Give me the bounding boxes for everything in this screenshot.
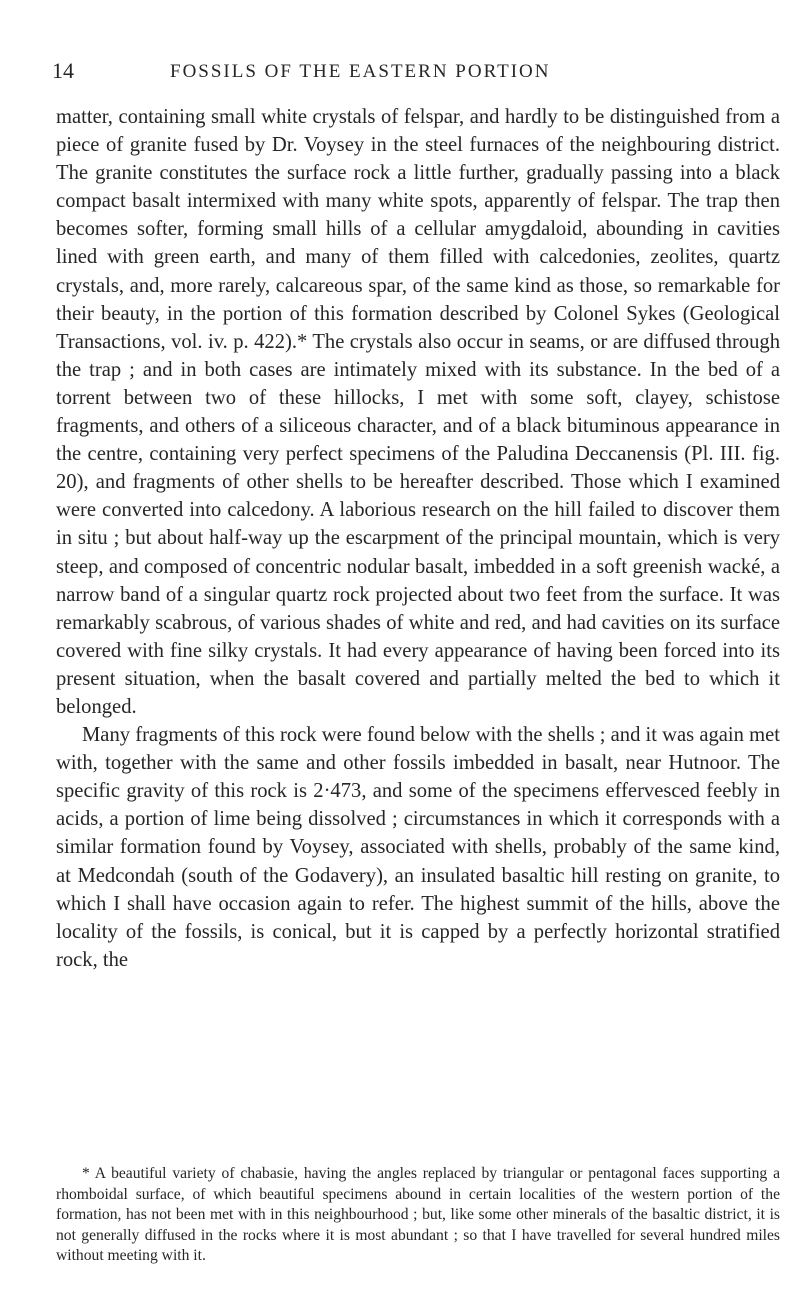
paragraph-1: matter, containing small white crystals of felspar, and hardly to be distinguished from a piece of granite fused by Dr. Voysey in the steel furnaces of the neighbouring district. The granite constitutes the surface rock a little further, gradually passing into a black compact basalt intermixed with many white spots, apparently of felspar. The trap then becomes softer, forming small hills of a cellular amygdaloid, abounding in cavities lined with green earth, and many of them filled with calcedonies, zeolites, quartz crystals, and, more rarely, calcareous spar, of the same kind as those, so remarkable for their beauty, in the portion of this formation described by Colonel Sykes (Geological Transactions, vol. iv. p. 422).* The crystals also occur in seams, or are diffused through the trap ; and in both cases are intimately mixed with its substance. In the bed of a torrent between two of these hillocks, I met with some soft, clayey, schistose fragments, and others of a siliceous character, and of a black bituminous appearance in the centre, containing very perfect specimens of the Paludina Deccanensis (Pl. III. fig. 20), and fragments of other shells to be hereafter described. Those which I examined were converted into calcedony. A laborious research on the hill failed to discover them in situ ; but about half-way up the escarpment of the principal mountain, which is very steep, and composed of concentric nodular basalt, imbedded in a soft greenish wacké, a narrow band of a singular quartz rock projected about two feet from the surface. It was remarkably scabrous, of various shades of white and red, and had cavities on its surface covered with fine silky crystals. It had every appearance of having been forced into its present situation, when the basalt covered and partially melted the bed to which it belonged. [56, 106, 780, 718]
body-text [56, 103, 780, 974]
footnote: * A beautiful variety of chabasie, having the angles replaced by triangular or pentagonal faces supporting a rhomboidal surface, of which beautiful specimens abound in certain localities of the western portion of the formation, has not been met with in this neighbourhood ; but, like some other minerals of the basaltic district, it is not generally diffused in the rocks where it is most abundant ; so that I have travelled for several hundred miles without meeting with it. [56, 1165, 780, 1264]
paragraph-2: Many fragments of this rock were found below with the shells ; and it was again met with, together with the same and other fossils imbedded in basalt, near Hutnoor. The specific gravity of this rock is 2·473, and some of the specimens effervesced feebly in acids, a portion of lime being dissolved ; circumstances in which it corresponds with a similar formation found by Voysey, associated with shells, probably of the same kind, at Medcondah (south of the Godavery), an insulated basaltic hill resting on granite, to which I shall have occasion again to refer. The highest summit of the hills, above the locality of the fossils, is conical, but it is capped by a perfectly horizontal stratified rock, the [56, 724, 780, 971]
running-title: FOSSILS OF THE EASTERN PORTION [170, 61, 551, 82]
page-number: 14 [52, 58, 74, 83]
running-head [0, 58, 800, 88]
footnote-block [56, 1164, 780, 1267]
